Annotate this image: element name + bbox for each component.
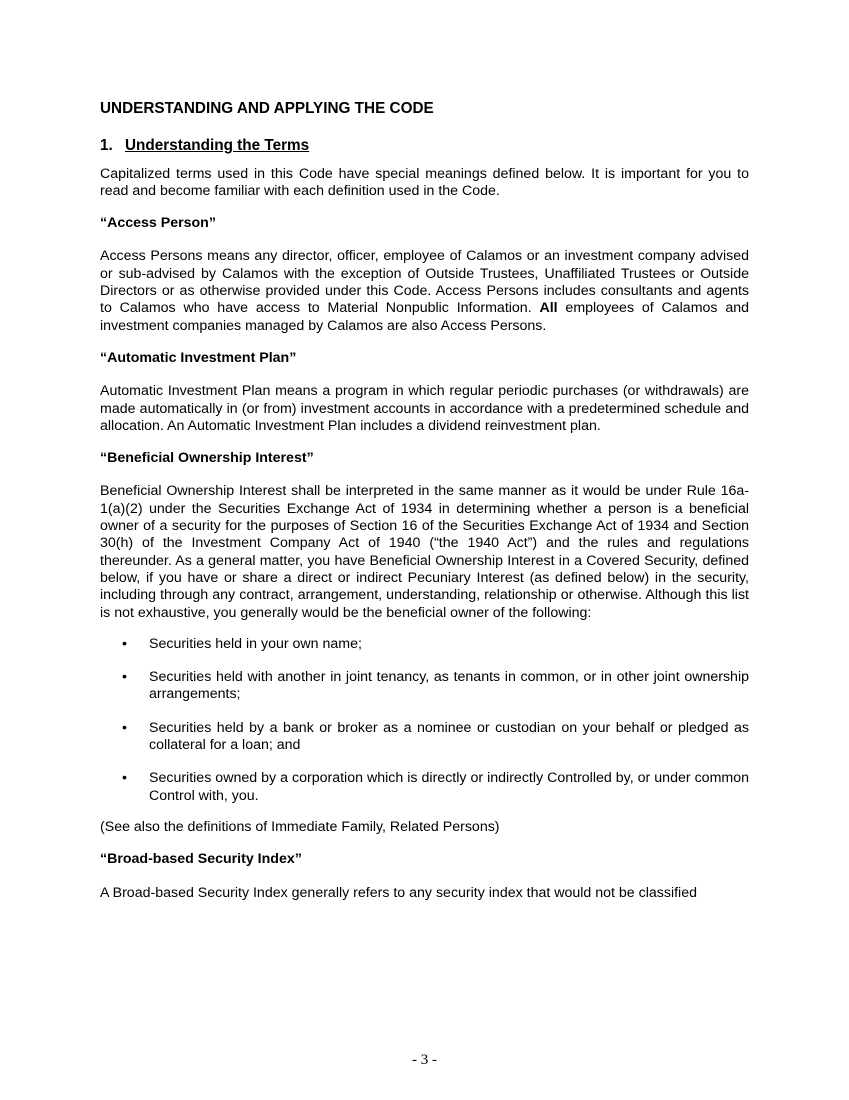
list-item-text: Securities owned by a corporation which is directly or indirectly Controlled by, or under common Control with, you. <box>149 770 749 804</box>
definition-access-person <box>100 248 749 334</box>
bullet-icon: • <box>122 669 127 686</box>
definition-automatic-investment-plan: Automatic Investment Plan means a program in which regular periodic purchases (or withdrawals) are made automatically in (or from) investment accounts in accordance with a predetermined schedule and allocation. An Automatic Investment Plan includes a dividend reinvestment plan. <box>100 383 749 434</box>
term-beneficial-ownership-interest: “Beneficial Ownership Interest” <box>100 450 314 467</box>
document-page <box>100 100 749 902</box>
definition-access-person-bold: All <box>539 300 558 317</box>
term-broad-based-security-index: “Broad-based Security Index” <box>100 851 302 868</box>
term-access-person: “Access Person” <box>100 215 216 232</box>
list-item <box>100 636 749 653</box>
page-number: - 3 - <box>412 1052 437 1068</box>
section-title: Understanding the Terms <box>125 137 310 155</box>
definition-broad-based-security-index: A Broad-based Security Index generally refers to any security index that would not be classified <box>100 884 697 901</box>
list-item-text: Securities held in your own name; <box>149 635 362 652</box>
term-automatic-investment-plan: “Automatic Investment Plan” <box>100 349 297 366</box>
list-item <box>100 720 749 755</box>
see-also-note: (See also the definitions of Immediate Family, Related Persons) <box>100 818 500 835</box>
section-number: 1. <box>100 137 113 155</box>
definition-access-person-text-2: employees of Calamos and investment companies managed by Calamos are also Access Persons. <box>100 300 749 334</box>
intro-paragraph: Capitalized terms used in this Code have special meanings defined below. It is important for you to read and become familiar with each definition used in the Code. <box>100 165 749 199</box>
bullet-icon: • <box>122 770 127 787</box>
list-item-text: Securities held by a bank or broker as a nominee or custodian on your behalf or pledged as collateral for a loan; and <box>149 719 749 754</box>
bullet-icon: • <box>122 635 127 652</box>
list-item <box>100 669 749 704</box>
definition-access-person-text-1: Access Persons means any director, officer, employee of Calamos or an investment company advised or sub-advised by Calamos with the exception of Outside Trustees, Unaffiliated Trustees or Outside Directors or as otherwise provided under this Code. Access Persons includes consultants and agents to Calamos who have access to Material Nonpublic Information. <box>100 248 749 317</box>
document-heading: UNDERSTANDING AND APPLYING THE CODE <box>100 100 434 117</box>
list-item-text: Securities held with another in joint tenancy, as tenants in common, or in other joint ownership arrangements; <box>149 669 749 703</box>
beneficial-ownership-list <box>100 636 749 805</box>
bullet-icon: • <box>122 719 127 736</box>
list-item <box>100 770 749 805</box>
section-heading <box>100 137 749 154</box>
definition-beneficial-ownership-interest: Beneficial Ownership Interest shall be interpreted in the same manner as it would be under Rule 16a-1(a)(2) under the Securities Exchange Act of 1934 in determining whether a person is a beneficial owner of a security for the purposes of Section 16 of the Securities Exchange Act of 1934 and Section 30(h) of the Investment Company Act of 1940 (“the 1940 Act”) and the rules and regulations thereunder. As a general matter, you have Beneficial Ownership Interest in a Covered Security, defined below, if you have or share a direct or indirect Pecuniary Interest (as defined below) in the security, including through any contract, arrangement, understanding, relationship or otherwise. Although this list is not exhaustive, you generally would be the beneficial owner of the following: <box>100 483 749 621</box>
